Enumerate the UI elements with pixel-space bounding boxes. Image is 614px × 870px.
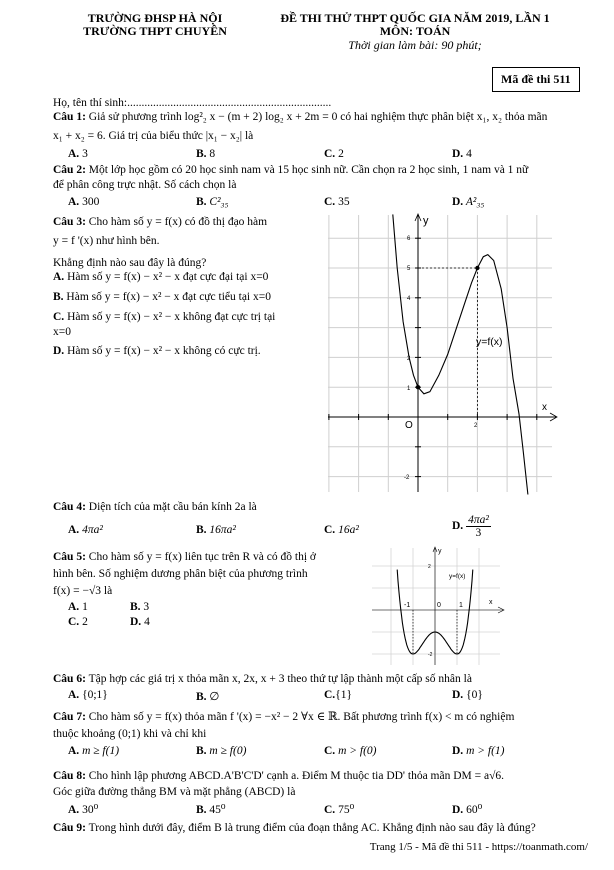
option-c[interactable] [324, 689, 352, 701]
exam-code-box: Mã đề thi 511 [492, 67, 580, 92]
option-label: A. [68, 804, 80, 816]
option-label: A. [53, 271, 65, 283]
option-d[interactable] [452, 514, 491, 539]
option-label: A. [68, 689, 80, 701]
option-label: B. [196, 148, 207, 160]
option-label: A. [68, 196, 80, 208]
option-value: m ≥ f(0) [209, 745, 247, 757]
school-line-1: TRƯỜNG ĐHSP HÀ NỘI [87, 11, 223, 25]
question-label: Câu 4: [53, 501, 86, 513]
x-tick-label: -1 [404, 602, 411, 609]
question-5 [53, 550, 316, 565]
option-a[interactable] [68, 802, 98, 816]
student-name-field[interactable]: Họ, tên thí sinh:....................................................................... [53, 97, 332, 109]
derivative-curve [393, 214, 528, 494]
y-tick-label: 2 [428, 564, 431, 570]
option-value: {0} [466, 689, 483, 701]
option-label: C. [324, 148, 336, 160]
option-d[interactable] [452, 745, 504, 757]
question-text: thuộc khoảng (0;1) khi và chỉ khi [53, 728, 207, 740]
option-label: C. [324, 804, 336, 816]
origin-label: O [405, 420, 413, 431]
option-value: Hàm số y = f(x) − x² − x đạt cực tiểu tại x=0 [66, 291, 271, 303]
option-d[interactable] [130, 616, 150, 628]
option-value: 16a² [338, 524, 359, 536]
option-value: C²₃₅ [209, 196, 229, 208]
option-b[interactable] [196, 802, 226, 816]
option-value: 8 [209, 148, 216, 160]
question-label: Câu 5: [53, 551, 86, 563]
option-value: 300 [82, 196, 100, 208]
option-c[interactable] [324, 524, 359, 536]
fraction [466, 514, 491, 539]
option-value: 35 [338, 196, 350, 208]
question-6 [53, 672, 472, 687]
question-text: để phân công trực nhật. Số cách chọn là [53, 179, 237, 191]
option-value: 16πa² [209, 524, 236, 536]
option-c[interactable] [68, 616, 88, 628]
option-b[interactable] [196, 745, 246, 757]
option-label: B. [196, 804, 207, 816]
option-label: D. [452, 804, 464, 816]
question-text: Cho hình lập phương ABCD.A'B'C'D' cạnh a. Điểm M thuộc tia DD' thỏa mãn DM = a√6. [88, 770, 505, 782]
option-a[interactable] [68, 745, 119, 757]
y-tick-label: -2 [428, 652, 433, 658]
option-label: B. [130, 601, 141, 613]
question-text: Cho hàm số y = f(x) liên tục trên R và có đồ thị ở [88, 551, 316, 563]
question-text: f(x) = −√3 là [53, 585, 113, 597]
option-value: {1} [335, 689, 352, 701]
x-tick-label: 1 [459, 602, 463, 609]
option-label: A. [68, 148, 80, 160]
option-label: C. [324, 745, 336, 757]
curve-label: y=f(x) [476, 336, 503, 348]
option-label: C. [68, 616, 80, 628]
question-label: Câu 3: [53, 216, 86, 228]
x-axis-label: x [542, 402, 547, 413]
option-value: 1 [82, 601, 88, 613]
graph2-grid [372, 548, 500, 665]
option-value: m > f(1) [466, 745, 505, 757]
option-label: D. [452, 148, 464, 160]
question-text: y = f '(x) như hình bên. [53, 235, 160, 247]
option-a[interactable] [68, 524, 103, 536]
option-value: 4 [466, 148, 472, 160]
x-axis-label: x [489, 599, 493, 606]
question-label: Câu 7: [53, 711, 86, 723]
option-label: D. [53, 345, 65, 357]
option-label: A. [68, 601, 80, 613]
question-text: Góc giữa đường thẳng BM và mặt phẳng (ABCD) là [53, 786, 296, 798]
y-axis-label: y [423, 215, 429, 227]
option-value: Hàm số y = f(x) − x² − x đạt cực đại tại x=0 [67, 271, 269, 283]
question-text: Diện tích của mặt cầu bán kính 2a là [88, 501, 257, 513]
y-axis-label: y [438, 548, 442, 555]
option-value: 3 [82, 148, 88, 160]
question-prompt: Khẳng định nào sau đây là đúng? [53, 257, 207, 269]
school-line-2: TRƯỜNG THPT CHUYÊN [83, 24, 227, 38]
question-label: Câu 8: [53, 770, 86, 782]
fraction-numerator: 4πa² [468, 514, 489, 526]
question-label: Câu 2: [53, 164, 86, 176]
question-text: x₁ + x₂ = 6. Giá trị của biểu thức |x₁ − x₂| là [53, 130, 254, 142]
option-value: 30⁰ [82, 804, 99, 816]
question-label: Câu 6: [53, 673, 86, 685]
option-value: Hàm số y = f(x) − x² − x không đạt cực trị tại [67, 311, 276, 323]
question-7 [53, 710, 514, 725]
option-a[interactable] [68, 689, 108, 701]
x-tick-label: 0 [437, 602, 441, 609]
option-label: D. [452, 689, 464, 701]
question-text: Cho hàm số y = f(x) thỏa mãn f '(x) = −x² − 2 ∀x ∈ ℝ. Bất phương trình f(x) < m có nghiệm [88, 711, 515, 723]
exam-subject: MÔN: TOÁN [379, 24, 451, 38]
question-text: Tập hợp các giá trị x thỏa mãn x, 2x, x + 3 theo thứ tự lập thành một cấp số nhân là [88, 673, 472, 685]
question-9 [53, 821, 536, 836]
y-tick-label: 1 [407, 386, 411, 392]
option-label: B. [53, 291, 64, 303]
option-b[interactable] [196, 689, 219, 703]
question-label: Câu 9: [53, 822, 86, 834]
question-label: Câu 1: [53, 111, 86, 123]
option-label: B. [196, 691, 207, 703]
option-label: D. [452, 745, 464, 757]
option-c[interactable] [324, 802, 354, 816]
option-label: C. [53, 311, 65, 323]
option-value: 2 [82, 616, 88, 628]
option-d[interactable] [452, 689, 483, 701]
question-4 [53, 500, 257, 515]
option-label: A. [68, 524, 80, 536]
option-label: B. [196, 524, 207, 536]
question-text: Một lớp học gồm có 20 học sinh nam và 15 học sinh nữ. Cần chọn ra 2 học sinh, 1 nam và 1 nữ [88, 164, 529, 176]
option-value: 4 [144, 616, 150, 628]
option-value: 60⁰ [466, 804, 483, 816]
option-label: D. [130, 616, 142, 628]
option-value: {0;1} [82, 689, 108, 701]
option-label: A. [68, 745, 80, 757]
option-d[interactable] [452, 802, 482, 816]
option-value-continued: x=0 [53, 326, 71, 338]
graph-grid [328, 215, 552, 492]
exam-title: ĐỀ THI THỬ THPT QUỐC GIA NĂM 2019, LẦN 1 [280, 11, 550, 25]
option-value: ∅ [209, 691, 220, 703]
y-tick-label: 4 [407, 296, 411, 302]
question-text: hình bên. Số nghiệm dương phân biệt của phương trình [53, 568, 308, 580]
option-value: 4πa² [82, 524, 103, 536]
y-tick-label: 2 [407, 356, 411, 362]
y-tick-label: 5 [407, 266, 411, 272]
option-label: D. [452, 520, 464, 533]
option-b[interactable] [196, 524, 236, 536]
question-text: Cho hàm số y = f(x) có đồ thị đạo hàm [88, 216, 268, 228]
option-label: B. [196, 745, 207, 757]
fraction-denominator: 3 [475, 527, 482, 539]
option-b[interactable] [130, 601, 149, 613]
y-tick-label: -2 [404, 475, 410, 481]
y-tick-label: 6 [407, 236, 411, 242]
option-value: Hàm số y = f(x) − x² − x không có cực trị. [67, 345, 261, 357]
question-8 [53, 769, 504, 784]
option-value: m > f(0) [338, 745, 377, 757]
option-label: B. [196, 196, 207, 208]
option-value: 2 [338, 148, 344, 160]
option-label: C. [324, 524, 336, 536]
curve-label: y=f(x) [449, 573, 466, 580]
x-tick-label: 2 [474, 423, 478, 429]
marked-point [475, 266, 479, 270]
option-label: C. [324, 689, 336, 701]
option-value: 3 [143, 601, 150, 613]
option-a[interactable] [68, 601, 88, 613]
exam-duration: Thời gian làm bài: 90 phút; [348, 38, 482, 52]
question-text: Trong hình dưới đây, điểm B là trung điểm của đoạn thẳng AC. Khẳng định nào sau đây là đúng? [88, 822, 536, 834]
option-label: D. [452, 196, 464, 208]
option-value: A²₃₅ [465, 196, 485, 208]
option-value: 45⁰ [209, 804, 226, 816]
question-text: Giả sử phương trình log²₂ x − (m + 2) log₂ x + 2m = 0 có hai nghiệm thực phân biệt x₁, x₂ thỏa mãn [88, 111, 548, 123]
option-value: 75⁰ [338, 804, 355, 816]
option-label: C. [324, 196, 336, 208]
option-value: m ≥ f(1) [82, 745, 120, 757]
marked-point [416, 385, 420, 389]
page-footer: Trang 1/5 - Mã đề thi 511 - https://toanmath.com/ [369, 841, 588, 853]
option-c[interactable] [324, 745, 376, 757]
